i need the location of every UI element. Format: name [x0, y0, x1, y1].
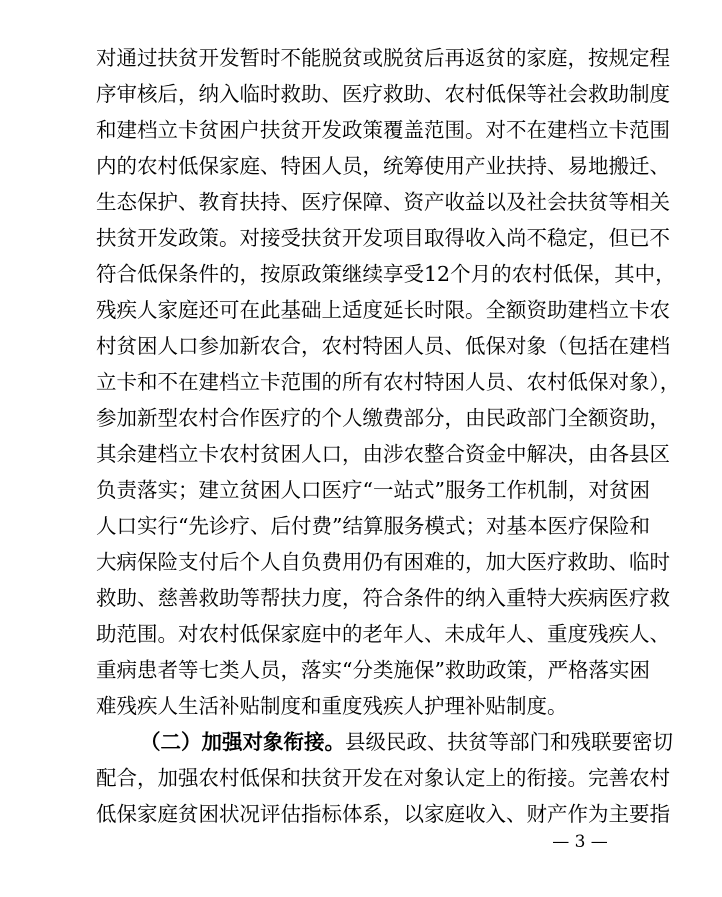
- paragraph-1-line-8: 残疾人家庭还可在此基础上适度延长时限。全额资助建档立卡农: [96, 298, 670, 322]
- paragraph-2-line-1-text: 县级民政、扶贫等部门和残联要密切: [345, 730, 673, 754]
- paragraph-1-line-2: 序审核后，纳入临时救助、医疗救助、农村低保等社会救助制度: [96, 82, 670, 106]
- paragraph-1-line-6: 扶贫开发政策。对接受扶贫开发项目取得收入尚不稳定，但已不: [96, 226, 670, 250]
- paragraph-1-line-13: 负责落实；建立贫困人口医疗“一站式”服务工作机制，对贫困: [96, 478, 650, 502]
- paragraph-1-line-4: 内的农村低保家庭、特困人员，统筹使用产业扶持、易地搬迁、: [96, 154, 670, 178]
- paragraph-2-line-2: 配合，加强农村低保和扶贫开发在对象认定上的衔接。完善农村: [96, 766, 670, 790]
- paragraph-1-line-5: 生态保护、教育扶持、医疗保障、资产收益以及社会扶贫等相关: [96, 190, 670, 214]
- paragraph-1-line-16: 救助、慈善救助等帮扶力度，符合条件的纳入重特大疾病医疗救: [96, 586, 670, 610]
- paragraph-1-line-3: 和建档立卡贫困户扶贫开发政策覆盖范围。对不在建档立卡范围: [96, 118, 670, 142]
- section-heading: （二）加强对象衔接。: [140, 730, 345, 754]
- paragraph-1-line-15: 大病保险支付后个人自负费用仍有困难的，加大医疗救助、临时: [96, 550, 670, 574]
- paragraph-1-line-18: 重病患者等七类人员，落实“分类施保”救助政策，严格落实困: [96, 658, 650, 682]
- paragraph-1-line-1: 对通过扶贫开发暂时不能脱贫或脱贫后再返贫的家庭，按规定程: [96, 46, 670, 70]
- paragraph-1-line-11: 参加新型农村合作医疗的个人缴费部分，由民政部门全额资助，: [96, 406, 670, 430]
- paragraph-1-line-10: 立卡和不在建档立卡范围的所有农村特困人员、农村低保对象），: [96, 370, 681, 394]
- paragraph-2-line-3: 低保家庭贫困状况评估指标体系，以家庭收入、财产作为主要指: [96, 802, 670, 826]
- page-number: — 3 —: [552, 832, 608, 852]
- paragraph-1-line-9: 村贫困人口参加新农合，农村特困人员、低保对象（包括在建档: [96, 334, 670, 358]
- paragraph-1-line-17: 助范围。对农村低保家庭中的老年人、未成年人、重度残疾人、: [96, 622, 670, 646]
- paragraph-1-line-7: 符合低保条件的，按原政策继续享受12个月的农村低保，其中，: [96, 262, 676, 286]
- paragraph-1-line-12: 其余建档立卡农村贫困人口，由涉农整合资金中解决，由各县区: [96, 442, 670, 466]
- paragraph-2-line-1: [140, 724, 673, 760]
- paragraph-1-line-19: 难残疾人生活补贴制度和重度残疾人护理补贴制度。: [96, 694, 568, 718]
- paragraph-1-line-14: 人口实行“先诊疗、后付费”结算服务模式；对基本医疗保险和: [96, 514, 650, 538]
